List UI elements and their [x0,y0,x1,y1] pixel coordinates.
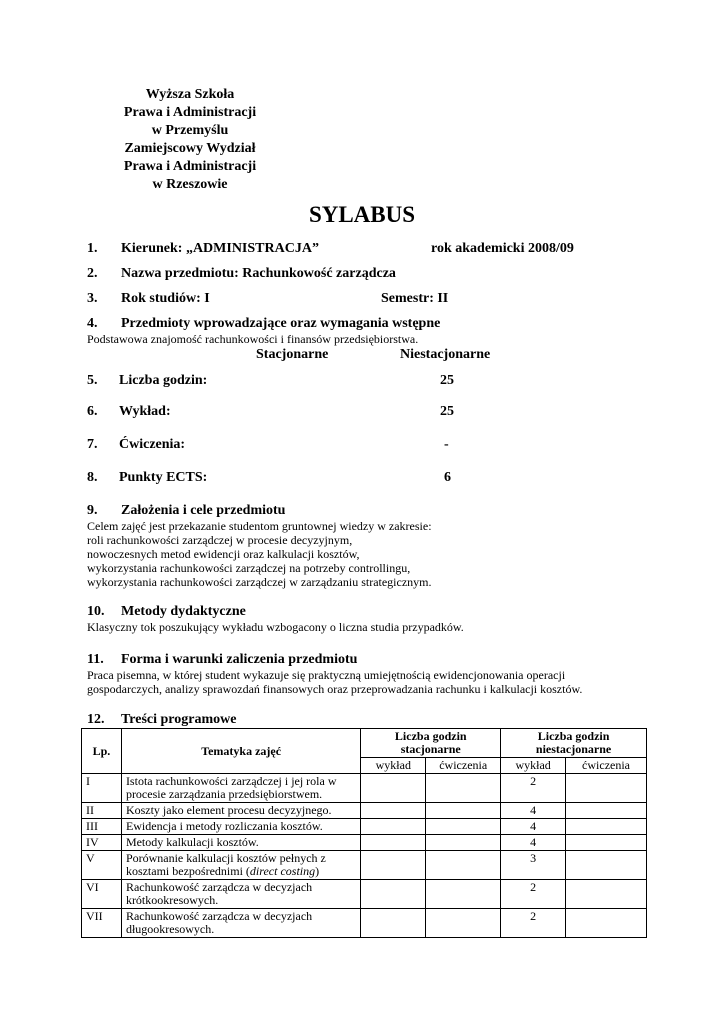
row-topic-line: Istota rachunkowości zarządczej i jej rola w [125,774,337,788]
col-stac-header-line1: Liczba godzin [394,729,467,743]
row-stac-lecture [361,774,426,803]
section-1-label: Kierunek: „ADMINISTRACJA” [121,241,319,256]
institution-line: w Przemyślu [151,123,229,138]
row-topic-text: kosztami bezpośrednimi ( [125,864,250,878]
section-8-number: 8. [87,470,98,485]
section-10-label: Metody dydaktyczne [121,604,246,619]
col-niestac-header-line2: niestacjonarne [535,742,612,756]
row-stac-exercises [426,803,501,819]
section-7-number: 7. [87,437,98,452]
row-niestac-exercises [566,803,647,819]
row-lp: II [82,803,122,819]
section-9-line: roli rachunkowości zarządczej w procesie decyzyjnym, [87,533,353,547]
row-stac-lecture [361,803,426,819]
section-3-label: Rok studiów: I [121,291,210,306]
col-stac-header [361,729,501,758]
section-4-text: Podstawowa znajomość rachunkowości i finansów przedsiębiorstwa. [87,332,419,346]
institution-line: Prawa i Administracji [123,159,257,174]
section-11-number: 11. [87,652,104,667]
row-lp: VI [82,880,122,909]
table-row [82,819,647,835]
header-niestacjonarne: Niestacjonarne [400,347,491,362]
col-stac-header-line2: stacjonarne [400,742,461,756]
row-topic [121,774,360,803]
row-lp: IV [82,835,122,851]
section-8-label: Punkty ECTS: [119,470,208,485]
row-niestac-lecture: 3 [501,851,566,880]
section-5-label: Liczba godzin: [119,373,208,388]
row-stac-exercises [426,909,501,938]
col-lp-header: Lp. [82,729,122,774]
section-12-number: 12. [87,712,105,727]
institution-line: Prawa i Administracji [123,105,257,120]
institution-line: Zamiejscowy Wydział [124,141,256,156]
hours-total-value: 25 [440,373,454,388]
table-row [82,835,647,851]
row-topic-line: krótkookresowych. [125,893,219,907]
ects-value: 6 [444,470,451,485]
row-topic-line: Ewidencja i metody rozliczania kosztów. [125,819,323,833]
row-topic-italic: direct costing [249,864,316,878]
row-niestac-exercises [566,774,647,803]
row-lp: V [82,851,122,880]
program-table [81,728,647,938]
row-topic [121,880,360,909]
section-6-label: Wykład: [119,404,171,419]
section-12-label: Treści programowe [121,712,237,727]
row-lp: III [82,819,122,835]
row-stac-exercises [426,774,501,803]
row-topic [121,803,360,819]
row-topic-line: Porównanie kalkulacji kosztów pełnych z [125,851,326,865]
row-niestac-lecture: 4 [501,819,566,835]
section-1-number: 1. [87,241,98,256]
section-11-label: Forma i warunki zaliczenia przedmiotu [121,652,358,667]
page-title: SYLABUS [308,202,416,227]
table-row [82,851,647,880]
row-stac-lecture [361,851,426,880]
table-row [82,774,647,803]
row-stac-exercises [426,880,501,909]
row-topic [121,835,360,851]
section-9-line: wykorzystania rachunkowości zarządczej w zarządzaniu strategicznym. [87,575,432,589]
exercise-hours-value: - [444,437,449,452]
row-niestac-exercises [566,819,647,835]
table-header-row [82,729,647,758]
table-row [82,803,647,819]
niestac-lecture-header: wykład [501,758,566,774]
header-stacjonarne: Stacjonarne [256,347,329,362]
row-niestac-exercises [566,851,647,880]
institution-line: Wyższa Szkoła [145,87,235,102]
section-10-number: 10. [87,604,105,619]
stac-exercises-header: ćwiczenia [426,758,501,774]
stac-lecture-header: wykład [361,758,426,774]
section-9-label: Założenia i cele przedmiotu [121,503,286,518]
row-stac-lecture [361,909,426,938]
section-9-number: 9. [87,503,98,518]
institution-line: w Rzeszowie [152,177,228,192]
section-5-number: 5. [87,373,98,388]
row-stac-exercises [426,819,501,835]
row-topic [121,909,360,938]
section-3-number: 3. [87,291,98,306]
section-9-line: nowoczesnych metod ewidencji oraz kalkulacji kosztów, [87,547,360,561]
row-stac-lecture [361,880,426,909]
section-4-label: Przedmioty wprowadzające oraz wymagania wstępne [121,316,441,331]
row-niestac-lecture: 4 [501,835,566,851]
section-7-label: Ćwiczenia: [119,437,186,452]
row-topic-line: długookresowych. [125,922,215,936]
academic-year: rok akademicki 2008/09 [431,241,574,256]
row-stac-exercises [426,851,501,880]
row-topic-line: Rachunkowość zarządcza w decyzjach [125,880,313,894]
row-niestac-exercises [566,835,647,851]
section-10-text: Klasyczny tok poszukujący wykładu wzbogacony o liczna studia przypadków. [87,620,464,634]
row-topic-line: Koszty jako element procesu decyzyjnego. [125,803,332,817]
section-2-label: Nazwa przedmiotu: Rachunkowość zarządcza [121,266,396,281]
row-stac-lecture [361,819,426,835]
section-2-number: 2. [87,266,98,281]
col-niestac-header [501,729,647,758]
row-niestac-lecture: 4 [501,803,566,819]
section-9-line: wykorzystania rachunkowości zarządczej na potrzeby controllingu, [87,561,411,575]
section-6-number: 6. [87,404,98,419]
row-lp: I [82,774,122,803]
row-niestac-lecture: 2 [501,774,566,803]
section-9-line: Celem zajęć jest przekazanie studentom gruntownej wiedzy w zakresie: [87,519,432,533]
row-topic [121,819,360,835]
row-niestac-exercises [566,880,647,909]
col-niestac-header-line1: Liczba godzin [537,729,610,743]
section-4-number: 4. [87,316,98,331]
section-11-line: Praca pisemna, w której student wykazuje się praktyczną umiejętnością ewidencjonowania operacji [87,668,566,682]
row-niestac-lecture: 2 [501,880,566,909]
niestac-exercises-header: ćwiczenia [566,758,647,774]
row-topic [121,851,360,880]
row-topic-tail: ) [315,864,320,878]
row-topic-line: procesie zarządzania przedsiębiorstwem. [125,787,323,801]
institution-header [110,86,270,194]
table-row [82,880,647,909]
row-niestac-lecture: 2 [501,909,566,938]
table-row [82,909,647,938]
row-topic-line-2 [126,865,356,878]
col-topic-header: Tematyka zajęć [121,729,360,774]
row-topic-line: Metody kalkulacji kosztów. [125,835,259,849]
row-lp: VII [82,909,122,938]
row-stac-exercises [426,835,501,851]
section-11-line: gospodarczych, analizy sprawozdań finansowych oraz przeprowadzania rachunku i kalkulacji kosztów. [87,682,583,696]
lecture-hours-value: 25 [440,404,454,419]
row-niestac-exercises [566,909,647,938]
semester: Semestr: II [381,291,449,306]
row-topic-line: Rachunkowość zarządcza w decyzjach [125,909,313,923]
row-stac-lecture [361,835,426,851]
